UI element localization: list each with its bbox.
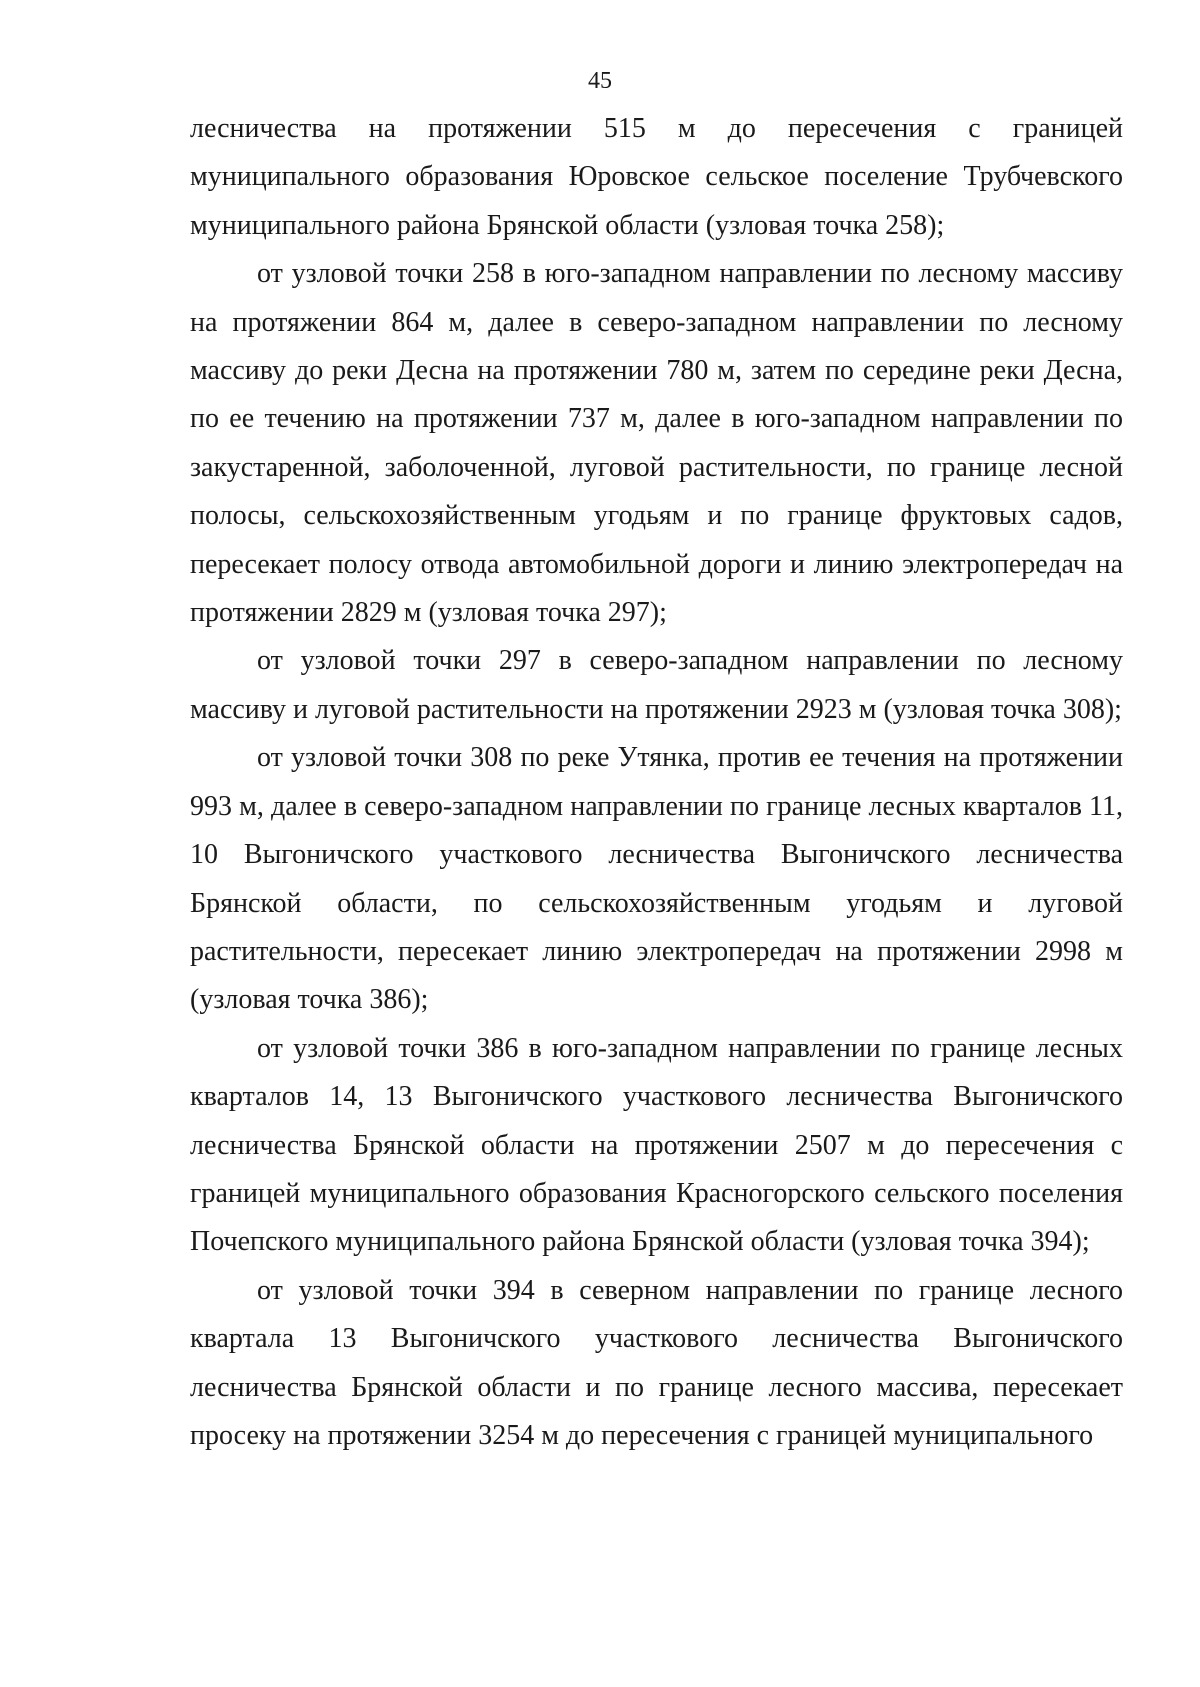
paragraph: от узловой точки 258 в юго-западном направлении по лесному массиву на протяжении 864 м, далее в северо-западном направлении по лесному массиву до реки Десна на протяжении 780 м, затем по середине реки Десна, по ее течению на протяжении 737 м, далее в юго-западном направлении по закустаренной, заболоченной, луговой растительности, по границе лесной полосы, сельскохозяйственным угодьям и по границе фруктовых садов, пересекает полосу отвода автомобильной дороги и линию электропередач на протяжении 2829 м (узловая точка 297);: [190, 258, 1123, 629]
document-body: [190, 105, 1123, 1460]
paragraph-continuation: лесничества на протяжении 515 м до пересечения с границей муниципального образования Юровское сельское поселение Трубчевского муниципального района Брянской области (узловая точка 258);: [190, 113, 1123, 241]
paragraph: от узловой точки 394 в северном направлении по границе лесного квартала 13 Выгоничского участкового лесничества Выгоничского лесничества Брянской области и по границе лесного массива, пересекает просеку на протяжении 3254 м до пересечения с границей муниципального: [190, 1274, 1123, 1451]
page-number: 45: [588, 68, 612, 94]
paragraph: от узловой точки 297 в северо-западном направлении по лесному массиву и луговой растительности на протяжении 2923 м (узловая точка 308);: [190, 645, 1123, 725]
paragraph: от узловой точки 308 по реке Утянка, против ее течения на протяжении 993 м, далее в северо-западном направлении по границе лесных кварталов 11, 10 Выгоничского участкового лесничества Выгоничского лесничества Брянской области, по сельскохозяйственным угодьям и луговой растительности, пересекает линию электропередач на протяжении 2998 м (узловая точка 386);: [190, 742, 1123, 1016]
paragraph: от узловой точки 386 в юго-западном направлении по границе лесных кварталов 14, 13 Выгоничского участкового лесничества Выгоничского лесничества Брянской области на протяжении 2507 м до пересечения с границей муниципального образования Красногорского сельского поселения Почепского муниципального района Брянской области (узловая точка 394);: [190, 1032, 1123, 1258]
